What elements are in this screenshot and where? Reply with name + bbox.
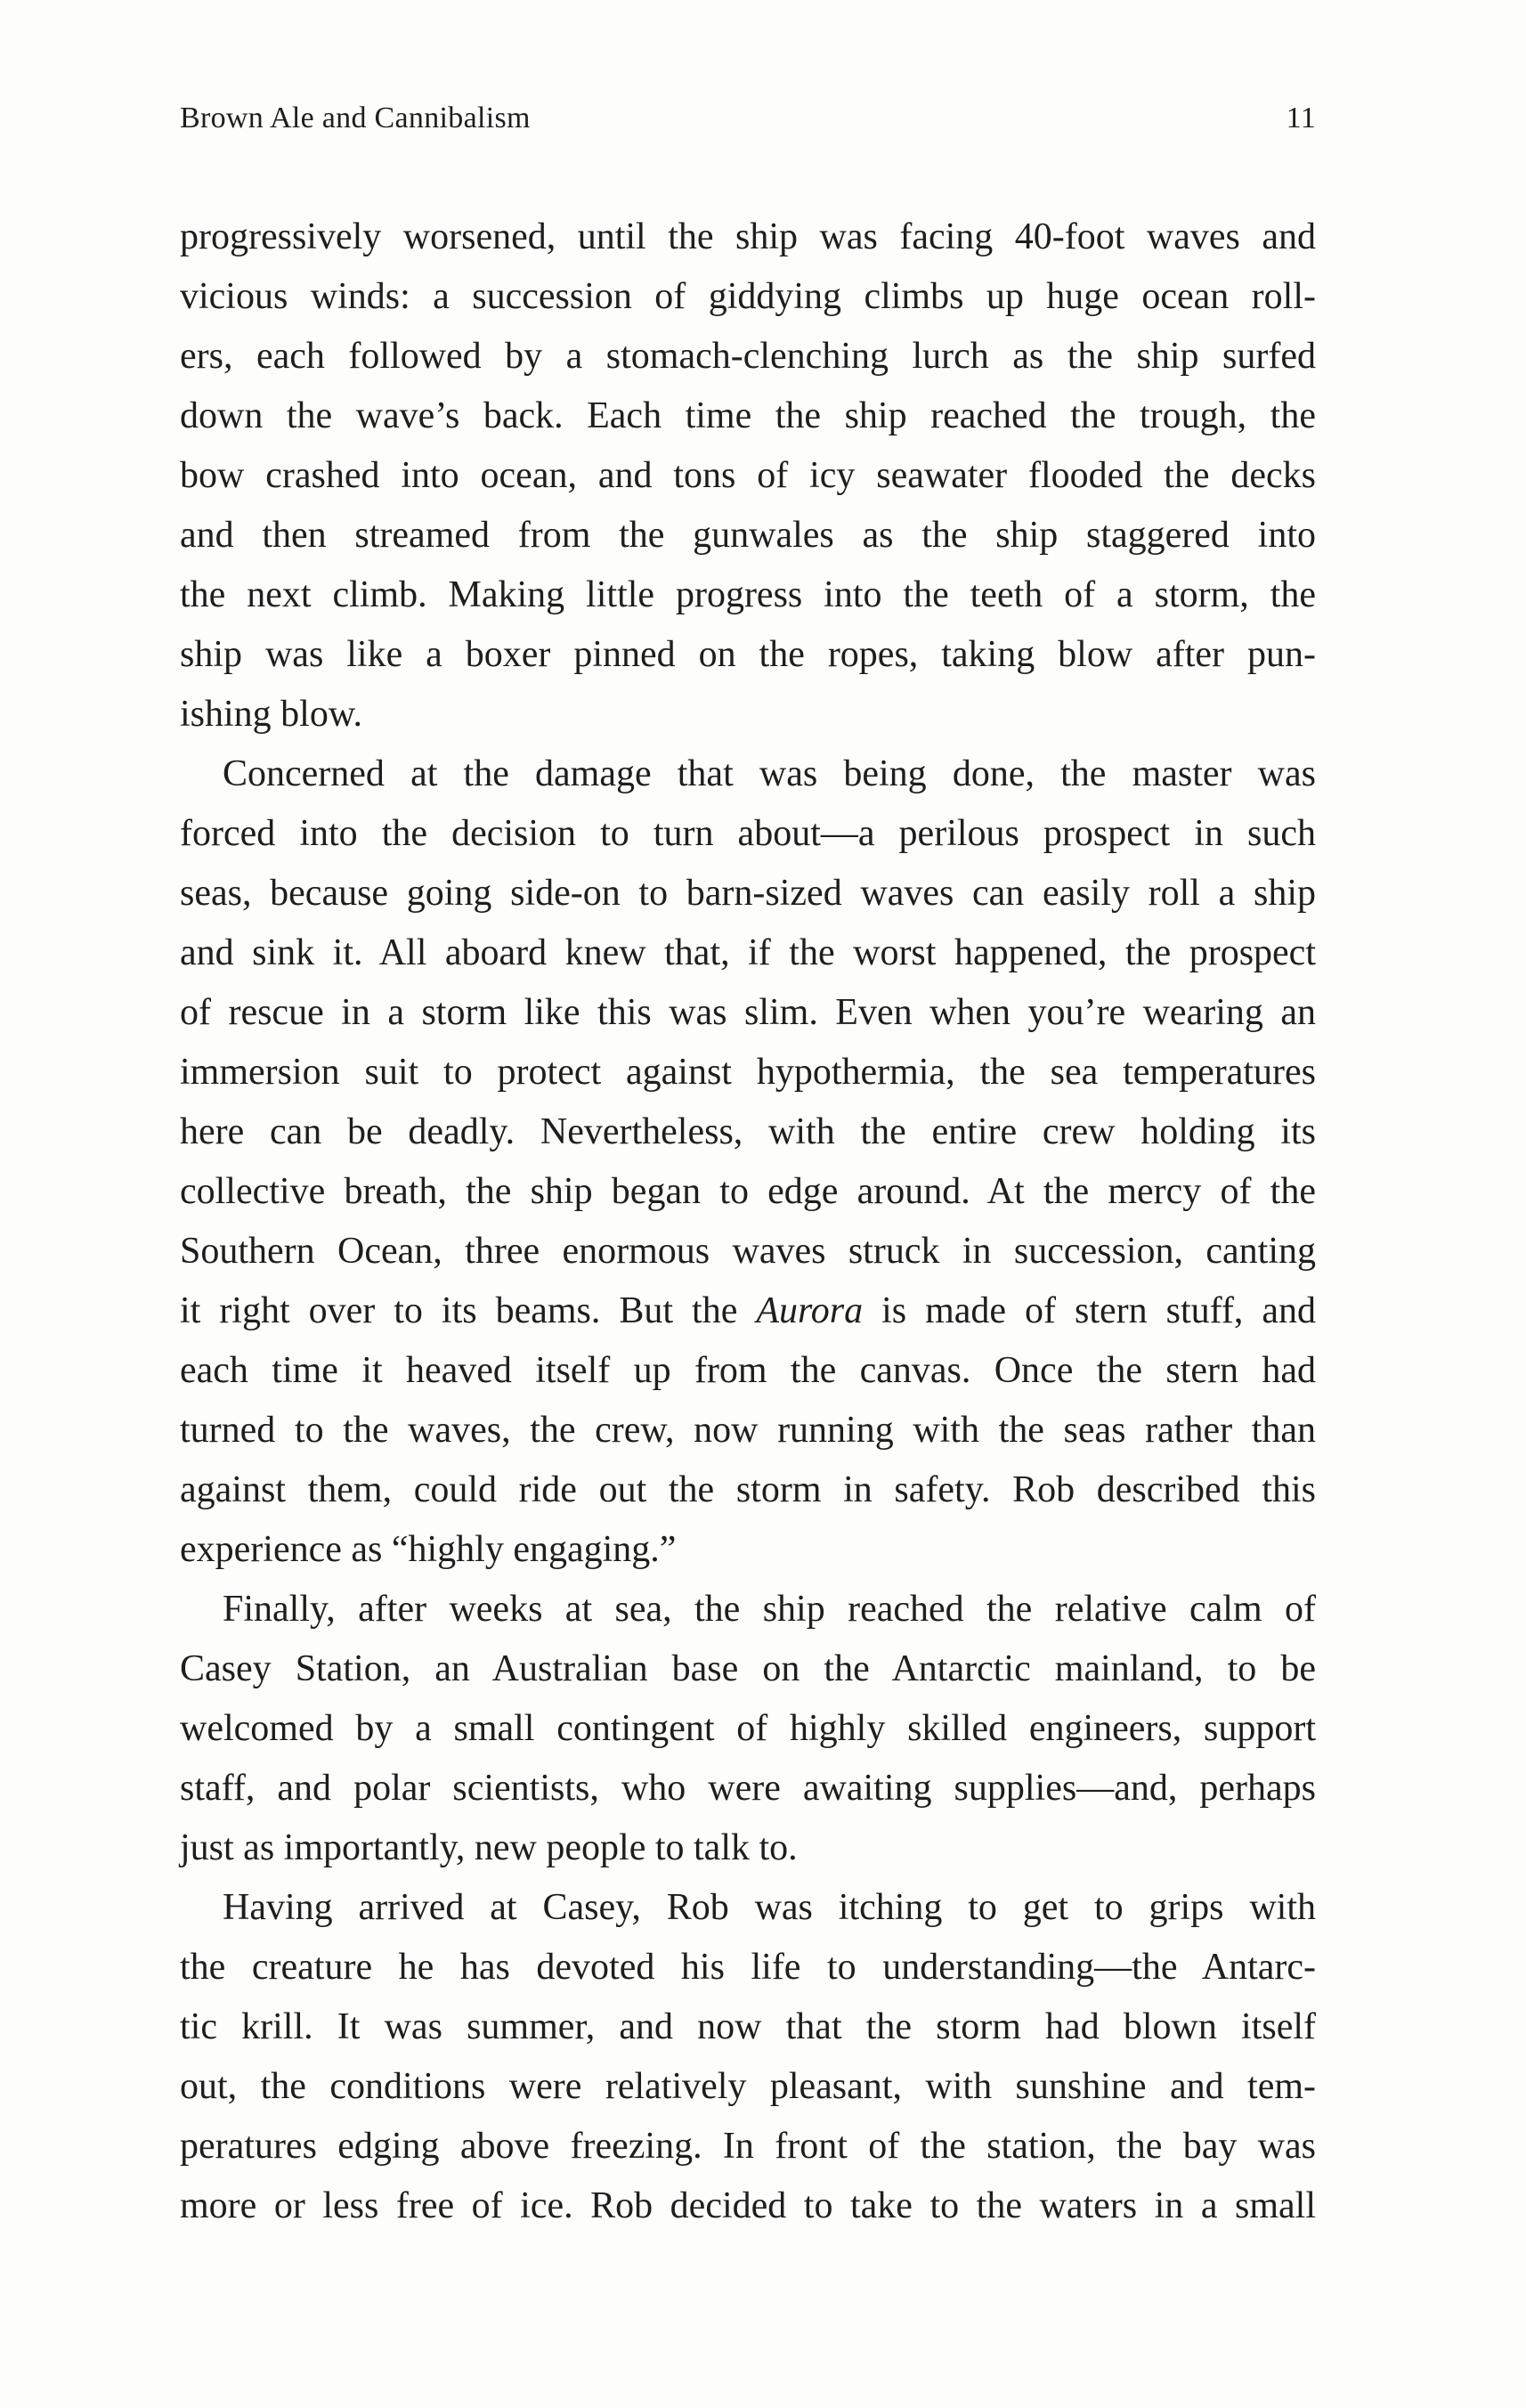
text-line: Finally, after weeks at sea, the ship reached the relative calm of (223, 1589, 1316, 1630)
text-line: the creature he has devoted his life to understanding—the Antarc- (180, 1947, 1316, 1988)
text-line: ishing blow. (180, 694, 362, 735)
text-line: experience as “highly engaging.” (180, 1529, 677, 1570)
text-line: tic krill. It was summer, and now that the storm had blown itself (180, 2006, 1316, 2047)
text-line: Casey Station, an Australian base on the Antarctic mainland, to be (180, 1648, 1316, 1689)
text-line: more or less free of ice. Rob decided to take to the waters in a small (180, 2185, 1316, 2226)
text-line: of rescue in a storm like this was slim. Even when you’re wearing an (180, 992, 1316, 1033)
text-line: collective breath, the ship began to edge around. At the mercy of the (180, 1171, 1316, 1212)
text-line: the next climb. Making little progress into the teeth of a storm, the (180, 574, 1316, 615)
text-line: against them, could ride out the storm in safety. Rob described this (180, 1469, 1316, 1510)
text-line: down the wave’s back. Each time the ship reached the trough, the (180, 395, 1316, 436)
text-line: and sink it. All aboard knew that, if the worst happened, the prospect (180, 932, 1316, 973)
text-line: just as importantly, new people to talk to. (180, 1827, 798, 1868)
text-line: bow crashed into ocean, and tons of icy seawater flooded the decks (180, 455, 1316, 496)
page-number: 11 (1286, 102, 1316, 134)
text-line: staff, and polar scientists, who were awaiting supplies—and, perhaps (180, 1768, 1316, 1809)
paragraph-3 (180, 1580, 1316, 1878)
text-fragment: it right over to its beams. But the (180, 1290, 757, 1331)
text-line: seas, because going side-on to barn-sized waves can easily roll a ship (180, 873, 1316, 914)
text-line: welcomed by a small contingent of highly skilled engineers, support (180, 1708, 1316, 1749)
text-line: Having arrived at Casey, Rob was itching to get to grips with (223, 1887, 1316, 1928)
text-line: out, the conditions were relatively pleasant, with sunshine and tem- (180, 2066, 1316, 2107)
text-line: Concerned at the damage that was being done, the master was (223, 753, 1316, 794)
text-line: forced into the decision to turn about—a perilous prospect in such (180, 813, 1316, 854)
text-line: and then streamed from the gunwales as the ship staggered into (180, 515, 1316, 556)
text-line: progressively worsened, until the ship was facing 40-foot waves and (180, 216, 1316, 257)
running-head (180, 96, 1316, 141)
text-line: Southern Ocean, three enormous waves struck in succession, canting (180, 1231, 1316, 1272)
body-text (180, 207, 1316, 2236)
paragraph-2 (180, 744, 1316, 1580)
text-line: turned to the waves, the crew, now running with the seas rather than (180, 1410, 1316, 1451)
paragraph-4 (180, 1878, 1316, 2236)
text-line: peratures edging above freezing. In front of the station, the bay was (180, 2126, 1316, 2167)
chapter-title: Brown Ale and Cannibalism (180, 102, 531, 134)
text-line: ers, each followed by a stomach-clenching lurch as the ship surfed (180, 336, 1316, 377)
text-line: each time it heaved itself up from the canvas. Once the stern had (180, 1350, 1316, 1391)
paragraph-1 (180, 207, 1316, 744)
text-line: ship was like a boxer pinned on the ropes, taking blow after pun- (180, 634, 1316, 675)
text-line-with-ship-name (180, 1281, 1316, 1341)
ship-name: Aurora (756, 1290, 864, 1331)
text-fragment: is made of stern stuff, and (863, 1290, 1317, 1331)
text-line: immersion suit to protect against hypothermia, the sea temperatures (180, 1052, 1316, 1093)
text-line: vicious winds: a succession of giddying climbs up huge ocean roll- (180, 276, 1316, 317)
text-line: here can be deadly. Nevertheless, with the entire crew holding its (180, 1111, 1316, 1152)
